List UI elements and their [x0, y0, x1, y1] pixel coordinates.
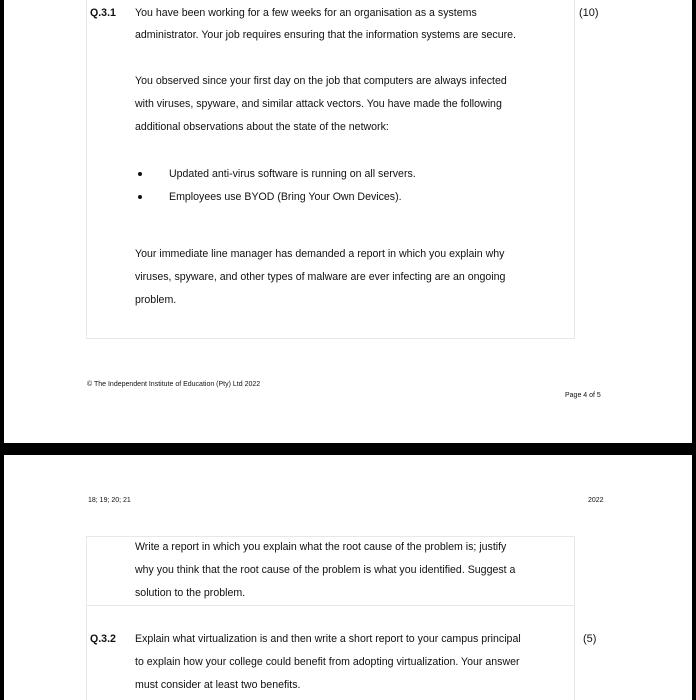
question-marks: (5) [583, 633, 597, 645]
bullet-icon [138, 172, 142, 176]
task-line: Write a report in which you explain what the root cause of the problem is; justify [135, 541, 507, 553]
intro-line: administrator. Your job requires ensuring that the information systems are secure. [135, 29, 516, 41]
table-border-left [86, 536, 87, 700]
task-line: solution to the problem. [135, 587, 246, 599]
table-row-divider [86, 605, 575, 606]
footer-copyright: © The Independent Institute of Education (Pty) Ltd 2022 [87, 381, 261, 388]
header-weeks: 18; 19; 20; 21 [88, 497, 131, 504]
table-border-right [574, 0, 575, 338]
bullet-icon [138, 195, 142, 199]
observation-line: with viruses, spyware, and similar attack vectors. You have made the following [135, 98, 502, 110]
q2-line: to explain how your college could benefit from adopting virtualization. Your answer [135, 656, 520, 668]
q2-line: Explain what virtualization is and then write a short report to your campus principal [135, 633, 521, 645]
document-page-5 [4, 455, 692, 700]
manager-line: problem. [135, 294, 177, 306]
header-year: 2022 [588, 497, 604, 504]
footer-page-number: Page 4 of 5 [565, 392, 601, 399]
table-border-top [86, 536, 575, 537]
question-number: Q.3.1 [90, 7, 116, 19]
bullet-item: Updated anti-virus software is running on all servers. [169, 168, 416, 180]
table-border-bottom [86, 338, 575, 339]
task-line: why you think that the root cause of the problem is what you identified. Suggest a [135, 564, 516, 576]
intro-line: You have been working for a few weeks for an organisation as a systems [135, 7, 477, 19]
bullet-item: Employees use BYOD (Bring Your Own Devices). [169, 191, 402, 203]
observation-line: You observed since your first day on the job that computers are always infected [135, 75, 507, 87]
manager-line: Your immediate line manager has demanded a report in which you explain why [135, 248, 505, 260]
q2-line: must consider at least two benefits. [135, 679, 301, 691]
question-number: Q.3.2 [90, 633, 116, 645]
table-border-left [86, 0, 87, 338]
manager-line: viruses, spyware, and other types of malware are ever infecting are an ongoing [135, 271, 506, 283]
document-page-4 [4, 0, 692, 443]
question-marks: (10) [579, 7, 599, 19]
table-border-right [574, 536, 575, 700]
observation-line: additional observations about the state of the network: [135, 121, 389, 133]
